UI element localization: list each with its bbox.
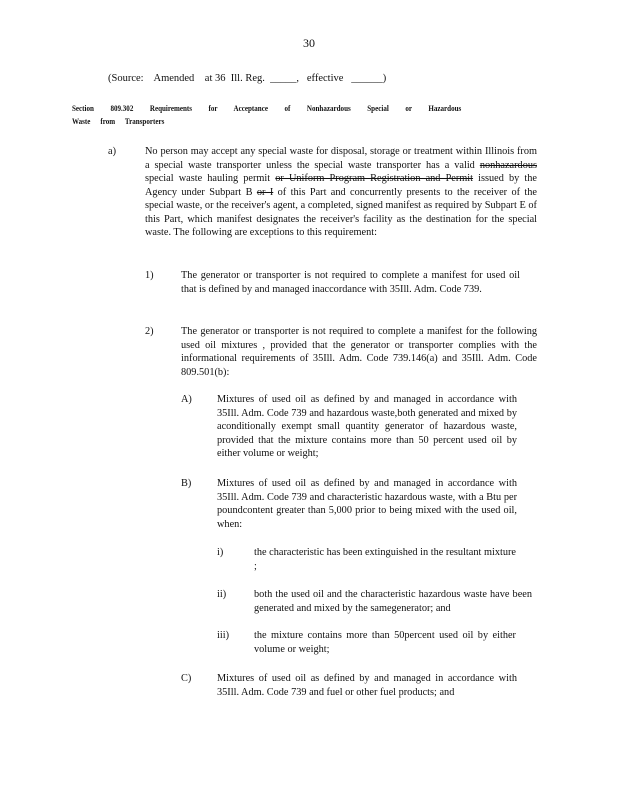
item-ii-label: ii)	[217, 589, 227, 600]
item-C-label: C)	[181, 673, 192, 684]
item-B-label: B)	[181, 478, 192, 489]
subsection-a-text-2: special waste hauling permit	[145, 173, 276, 184]
subsection-a-text-3: issued by the Agency under Subpart B	[145, 173, 538, 198]
source-note: (Source: Amended at 36 Ill. Reg. _____, effective ______)	[108, 73, 387, 84]
item-iii-text: the mixture contains more than 50percent used oil by either volume or weight;	[254, 630, 516, 655]
subsection-a-struck-2: or Uniform Program Registration and Permit	[275, 173, 474, 184]
section-heading-line-2: Waste from Transporters	[72, 116, 165, 126]
item-B-text: Mixtures of used oil as defined by and managed in accordance with 35Ill. Adm. Code 739 and characteristic hazardous waste, with a Btu per poundcontent greater than 5,000 prior to being mixed with the used oil, when:	[217, 478, 517, 530]
item-A-label: A)	[181, 394, 192, 405]
subsection-a-label: a)	[108, 146, 116, 157]
subsection-a-struck-3: or I	[256, 186, 274, 198]
subsection-a-text-1: No person may accept any special waste for disposal, storage or treatment within Illinois from a special waste transporter unless the special waste transporter has a valid	[145, 146, 537, 171]
item-iii-label: iii)	[217, 630, 230, 641]
subsection-a-text-4: of this Part and concurrently presents to the receiver of the special waste, or the receiver's agent, a completed, signed manifest as required by Subpart E of this Part, which manifest designates the receiver's facility as the destination for the special waste. The following are exceptions to this requirement:	[145, 186, 537, 238]
subsection-a-text	[145, 145, 537, 240]
item-i-label: i)	[217, 547, 224, 558]
item-i-text: the characteristic has been extinguished in the resultant mixture ;	[254, 547, 516, 572]
item-ii-text: both the used oil and the characteristic hazardous waste have been generated and mixed by the samegenerator; and	[254, 589, 532, 614]
item-2-label: 2)	[145, 326, 154, 337]
item-2-text: The generator or transporter is not required to complete a manifest for the following used oil mixtures , provided that the generator or transporter complies with the informational requirements of 35Ill. Adm. Code 739.146(a) and 35Ill. Adm. Code 809.501(b):	[181, 326, 537, 378]
subsection-a-struck-1: nonhazardous	[479, 159, 537, 171]
item-1-label: 1)	[145, 270, 154, 281]
item-C-text: Mixtures of used oil as defined by and managed in accordance with 35Ill. Adm. Code 739 and fuel or other fuel products; and	[217, 673, 517, 698]
item-A-text: Mixtures of used oil as defined by and managed in accordance with 35Ill. Adm. Code 739 and hazardous waste,both generated and mixed by aconditionally exempt small quantity generator of hazardous waste, provided that the mixture contains more than 50 percent used oil by either volume or weight;	[217, 394, 517, 459]
section-heading-line-1: Section 809.302 Requirements for Acceptance of Nonhazardous Special or Hazardous	[72, 103, 462, 113]
item-1-text: The generator or transporter is not required to complete a manifest for used oil that is defined by and managed inaccordance with 35Ill. Adm. Code 739.	[181, 270, 520, 295]
page-number: 30	[303, 36, 315, 50]
